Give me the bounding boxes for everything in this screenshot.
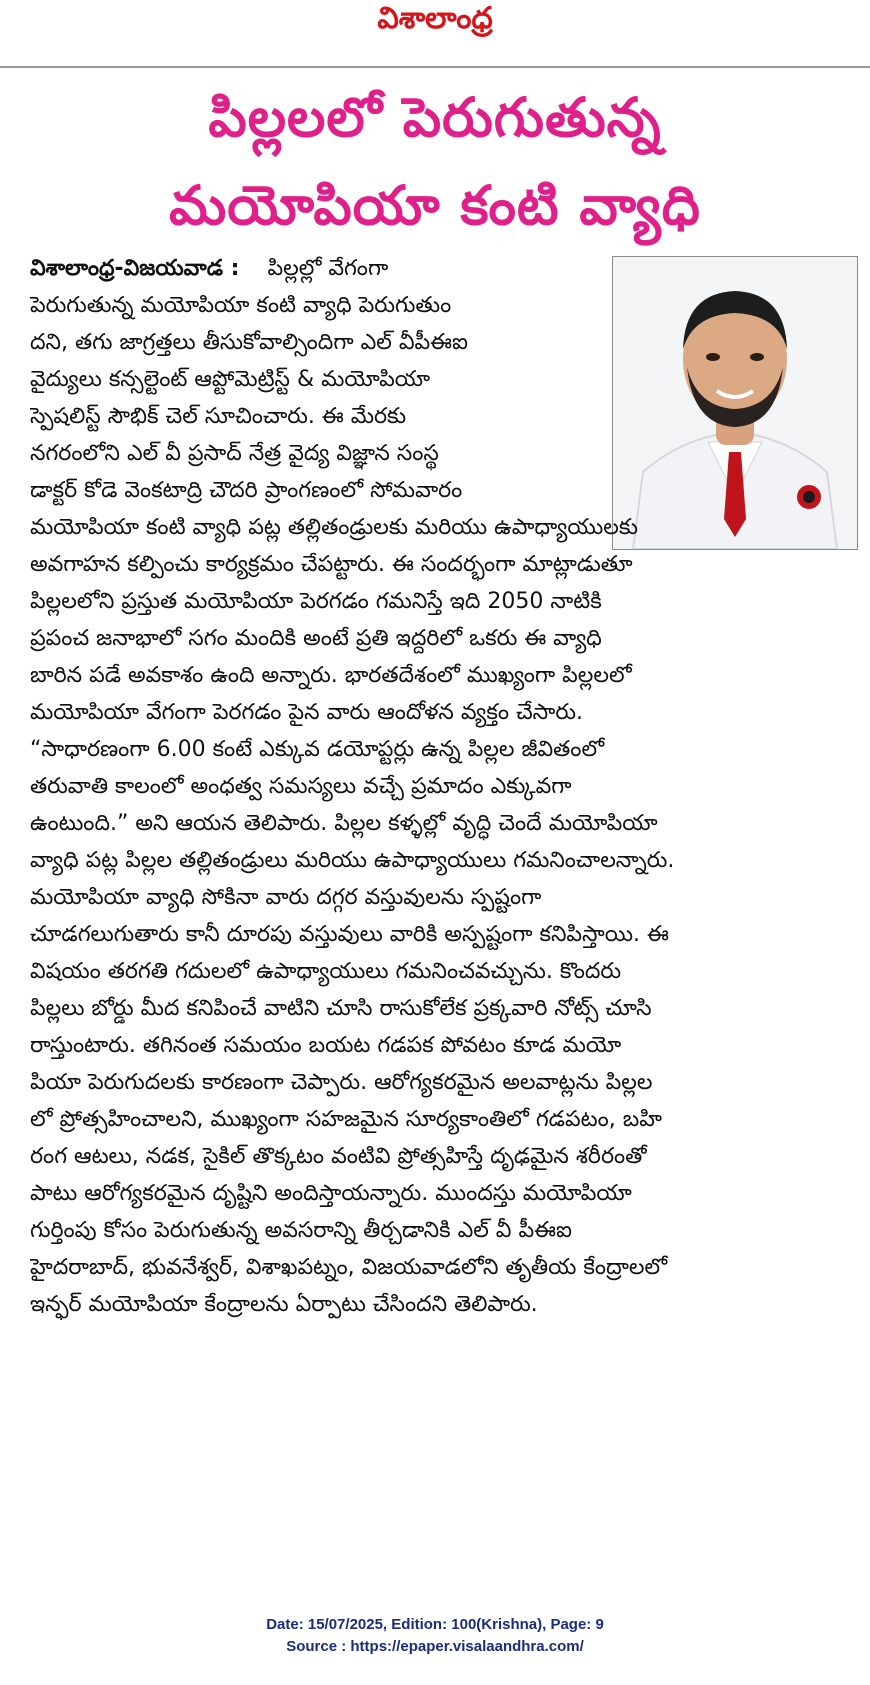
masthead-divider [0, 66, 870, 68]
article-line: మయోపియా కంటి వ్యాధి పట్ల తల్లితండ్రులకు మరియు ఉపాధ్యాయులకు [30, 515, 638, 540]
article-line: గుర్తింపు కోసం పెరుగుతున్న అవసరాన్ని తీర్చడానికి ఎల్ వీ పీఈఐ [30, 1218, 572, 1243]
article-line: విషయం తరగతి గదులలో ఉపాధ్యాయులు గమనించవచ్చును. కొందరు [30, 959, 622, 984]
article-line: స్పెషలిస్ట్ సౌభిక్ చెల్ సూచించారు. ఈ మేరకు [30, 404, 407, 429]
article-line: ఉంటుంది.” అని ఆయన తెలిపారు. పిల్లల కళ్ళల్లో వృద్ధి చెందే మయోపియా [30, 811, 658, 836]
headline-line-1: పిల్లలలో పెరుగుతున్న [208, 86, 662, 149]
article-line: డాక్టర్ కోడె వెంకటాద్రి చౌదరి ప్రాంగణంలో సోమవారం [30, 478, 463, 503]
article-line: తరువాతి కాలంలో అంధత్వ సమస్యలు వచ్చే ప్రమాదం ఎక్కువగా [30, 774, 572, 799]
article-line: మయోపియా వ్యాధి సోకినా వారు దగ్గర వస్తువులను స్పష్టంగా [30, 885, 542, 910]
article-line: పిల్లలలోని ప్రస్తుత మయోపియా పెరగడం గమనిస్తే ఇది 2050 నాటికి [30, 589, 602, 614]
article-line: అవగాహన కల్పించు కార్యక్రమం చేపట్టారు. ఈ సందర్భంగా మాట్లాడుతూ [30, 552, 633, 577]
article-line: దని, తగు జాగ్రత్తలు తీసుకోవాల్సిందిగా ఎల్ వీపీఈఐ [30, 330, 468, 355]
article-line: పాటు ఆరోగ్యకరమైన దృష్టిని అందిస్తాయన్నారు. ముందస్తు మయోపియా [30, 1181, 632, 1206]
article-line: వైద్యులు కన్సల్టెంట్ ఆప్టోమెట్రిస్ట్ & మయోపియా [30, 367, 431, 392]
edition-info: Date: 15/07/2025, Edition: 100(Krishna), Page: 9 [266, 1616, 604, 1633]
article-body [30, 250, 860, 1323]
article-line: నగరంలోని ఎల్ వీ ప్రసాద్ నేత్ర వైద్య విజ్ఞాన సంస్థ [30, 441, 439, 466]
article-line: మయోపియా వేగంగా పెరగడం పైన వారు ఆందోళన వ్యక్తం చేసారు. [30, 700, 584, 725]
article-line: రంగ ఆటలు, నడక, సైకిల్ తొక్కటం వంటివి ప్రోత్సహిస్తే దృఢమైన శరీరంతో [30, 1144, 647, 1169]
article-line: విశాలాంధ్ర-విజయవాడ : పిల్లల్లో వేగంగా [30, 256, 389, 281]
article-line: ఇన్ఫర్ మయోపియా కేంద్రాలను ఏర్పాటు చేసిందని తెలిపారు. [30, 1292, 538, 1317]
article-line: “సాధారణంగా 6.00 కంటే ఎక్కువ డయోప్టర్లు ఉన్న పిల్లల జీవితంలో [30, 737, 605, 762]
article-line: లో ప్రోత్సహించాలని, ముఖ్యంగా సహజమైన సూర్యకాంతిలో గడపటం, బహి [30, 1107, 662, 1132]
article-line: పిల్లలు బోర్డు మీద కనిపించే వాటిని చూసి రాసుకోలేక ప్రక్కవారి నోట్స్ చూసి [30, 996, 652, 1021]
dateline: విశాలాంధ్ర-విజయవాడ : [30, 256, 240, 281]
page-footer [0, 1614, 870, 1658]
headline-line-2: మయోపియా కంటి వ్యాధి [169, 174, 701, 237]
source-url: Source : https://epaper.visalaandhra.com/ [286, 1638, 584, 1655]
article-line: వ్యాధి పట్ల పిల్లల తల్లితండ్రులు మరియు ఉపాధ్యాయులు గమనించాలన్నారు. [30, 848, 675, 873]
article-headline [0, 74, 870, 250]
article-line: పెరుగుతున్న మయోపియా కంటి వ్యాధి పెరుగుతుం [30, 293, 452, 318]
newspaper-logo: విశాలాంధ్ర [377, 1, 493, 36]
article-line: బారిన పడే అవకాశం ఉంది అన్నారు. భారతదేశంలో ముఖ్యంగా పిల్లలలో [30, 663, 632, 688]
masthead [0, 0, 870, 66]
article-line: హైదరాబాద్, భువనేశ్వర్, విశాఖపట్నం, విజయవాడలోని తృతీయ కేంద్రాలలో [30, 1255, 668, 1280]
article-line: పియా పెరుగుదలకు కారణంగా చెప్పారు. ఆరోగ్యకరమైన అలవాట్లను పిల్లల [30, 1070, 653, 1095]
article-line: రాస్తుంటారు. తగినంత సమయం బయట గడపక పోవటం కూడ మయో [30, 1033, 622, 1058]
article-line: చూడగలుగుతారు కానీ దూరపు వస్తువులు వారికి అస్పష్టంగా కనిపిస్తాయి. ఈ [30, 922, 669, 947]
article-line: ప్రపంచ జనాభాలో సగం మందికి అంటే ప్రతి ఇద్దరిలో ఒకరు ఈ వ్యాధి [30, 626, 602, 651]
